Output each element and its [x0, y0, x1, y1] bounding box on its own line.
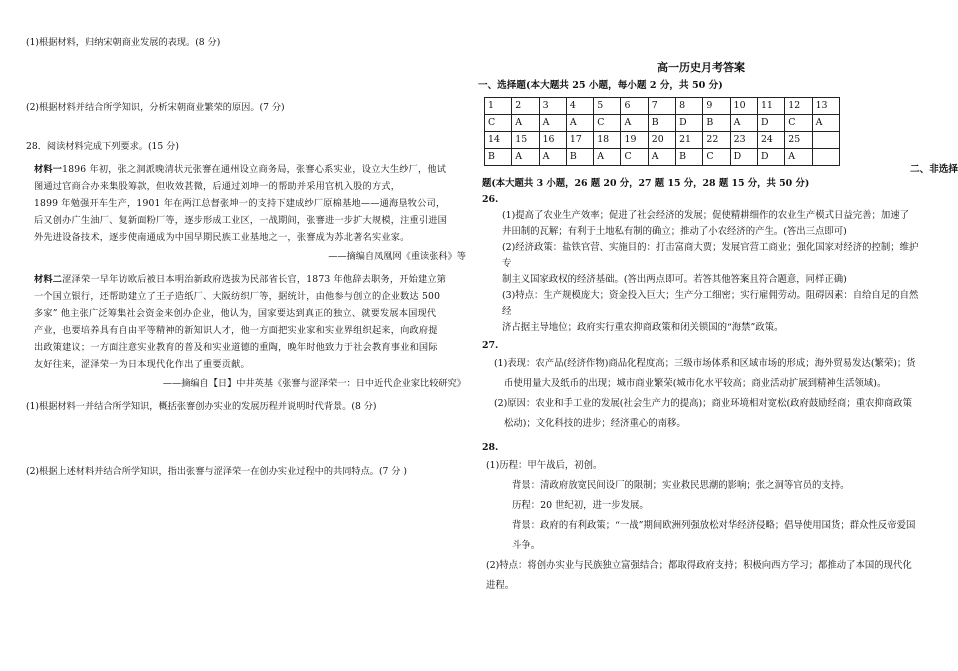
answer-26-line: (1)提高了农业生产效率；促进了社会经济的发展；促使精耕细作的农业生产模式日益完善；加速了	[502, 210, 910, 221]
answer-27-line: (2)原因：农业和手工业的发展(社会生产力的提高)；商业环境相对宽松(政府鼓励经商；重农抑商政策	[494, 398, 913, 409]
answer-table-row	[485, 132, 840, 149]
answer-table-cell: 3	[539, 98, 566, 115]
answer-table-cell	[812, 132, 839, 149]
answer-26-line: (2)经济政策：盐铁官营、实施目的：打击富商大贾；发展官营工商业；强化国家对经济的控制；维护专	[502, 242, 919, 269]
material-1	[26, 161, 466, 392]
material-1-label: 材料一	[34, 164, 63, 175]
answer-table-cell: A	[539, 149, 566, 166]
answer-table-cell: B	[703, 115, 730, 132]
answer-column	[478, 60, 958, 596]
question-28-part-2: (2)根据上述材料并结合所学知识，指出张謇与涩泽荣一在创办实业过程中的共同特点。(7 分 )	[26, 466, 407, 477]
answer-table-cell: A	[594, 149, 621, 166]
answer-26-line: 制主义国家政权的经济基础。(答出两点即可。若答其他答案且符合题意，同样正确)	[502, 274, 847, 285]
question-28-heading: 28．阅读材料完成下列要求。(15 分)	[26, 141, 179, 152]
answer-table-cell	[812, 149, 839, 166]
answer-table-row	[485, 98, 840, 115]
material-1-line: 后又创办广生油厂、复新面粉厂等，逐步形成工业区，一战期间，张謇进一步扩大规模，注重引进国	[34, 215, 448, 226]
material-1-line: 外先进设备技术，逐步使南通成为中国早期民族工业基地之一，张謇成为苏北著名实业家。	[34, 232, 410, 243]
answer-table-cell: A	[648, 149, 675, 166]
answer-28	[478, 456, 924, 596]
answer-table-cell: B	[485, 149, 512, 166]
material-1-source: ——摘编自凤凰网《重读张科》等	[328, 251, 466, 262]
answer-28-line: 背景：政府的有利政策；“一战”期间欧洲列强放松对华经济侵略；倡导使用国货；群众性反帝爱国	[512, 520, 916, 531]
answer-table-cell: D	[730, 149, 757, 166]
answer-table-cell: 25	[785, 132, 812, 149]
answer-table-cell: 9	[703, 98, 730, 115]
answer-27-line: (1)表现：农产品(经济作物)商品化程度高；三级市场体系和区域市场的形成；海外贸易发达(繁荣)；货	[494, 358, 916, 369]
answer-table-cell: A	[812, 115, 839, 132]
answer-table-cell: C	[485, 115, 512, 132]
answer-table-cell: 13	[812, 98, 839, 115]
answer-table-cell: 14	[485, 132, 512, 149]
answer-table-cell: 11	[757, 98, 784, 115]
answer-table-cell: B	[676, 149, 703, 166]
answer-table-cell: A	[512, 115, 539, 132]
question-27-part-1: (1)根据材料，归纳宋朝商业发展的表现。(8 分)	[26, 37, 221, 48]
answer-table-cell: C	[703, 149, 730, 166]
answer-28-number: 28.	[482, 442, 499, 453]
question-27-part-2: (2)根据材料并结合所学知识，分析宋朝商业繁荣的原因。(7 分)	[26, 102, 285, 113]
answer-27	[478, 354, 924, 434]
answer-table-cell: A	[539, 115, 566, 132]
answer-table-cell: A	[566, 115, 593, 132]
answer-table-cell: D	[757, 149, 784, 166]
answer-table-row	[485, 149, 840, 166]
answer-27-line: 松动)；文化科技的进步；经济重心的南移。	[504, 418, 686, 429]
answer-28-line: 进程。	[486, 580, 515, 591]
material-2-line: 一个国立银行，还帮助建立了王子造纸厂、大阪纺织厂等，据统计，由他参与创立的企业数达 500	[34, 291, 441, 302]
answer-table-cell: 17	[566, 132, 593, 149]
section-1-heading: 一、选择题(本大题共 25 小题，每小题 2 分，共 50 分)	[478, 80, 723, 91]
answer-table-cell: 18	[594, 132, 621, 149]
answer-table-cell: 19	[621, 132, 648, 149]
answer-table-cell: A	[785, 149, 812, 166]
answer-26-line: (3)特点：生产规模庞大；资金投入巨大；生产分工细密；实行雇佣劳动。阻碍因素：自给自足的自然经	[502, 290, 919, 317]
answer-table-cell: D	[757, 115, 784, 132]
answer-table-cell: A	[730, 115, 757, 132]
answer-28-line: (1)历程：甲午战后，初创。	[486, 460, 603, 471]
answer-27-number: 27.	[482, 340, 499, 351]
answer-table-cell: 22	[703, 132, 730, 149]
material-2-line: 产业，也要培养具有自由平等精神的新知识人才，他一方面把实业家和实业界组织起来，向政府提	[34, 325, 438, 336]
question-28-part-1: (1)根据材料一并结合所学知识，概括张謇创办实业的发展历程并说明时代背景。(8 分)	[26, 401, 377, 412]
answer-table-cell: B	[566, 149, 593, 166]
answer-table-cell: 21	[676, 132, 703, 149]
answer-table-cell: 1	[485, 98, 512, 115]
answer-table-cell: A	[512, 149, 539, 166]
answer-28-line: 背景：清政府放宽民间设厂的限制；实业救民思潮的影响；张之洞等官员的支持。	[512, 480, 850, 491]
left-column	[26, 34, 466, 480]
answer-table-cell: 7	[648, 98, 675, 115]
material-2-line: 出政策建议；一方面注意实业教育的普及和实业道德的重陶，晚年时他致力于社会教育事业和国际	[34, 342, 438, 353]
material-1-line: 图通过官商合办来集股筹款，但收效甚微，后通过刘坤一的帮助并采用官机入股的方式，	[34, 181, 401, 192]
answer-table-cell: D	[676, 115, 703, 132]
answer-28-line: (2)特点：将创办实业与民族独立富强结合；都取得政府支持；积极向西方学习；都推动了本国的现代化	[486, 560, 912, 571]
answer-table-cell: 4	[566, 98, 593, 115]
answer-table-cell: 10	[730, 98, 757, 115]
answer-26	[478, 208, 924, 336]
answer-table-cell: B	[648, 115, 675, 132]
answer-table-cell: 5	[594, 98, 621, 115]
answer-26-line: 济占据主导地位；政府实行重农抑商政策和闭关锁国的“海禁”政策。	[502, 322, 784, 333]
answer-table	[484, 97, 840, 166]
material-2-source: ——摘编自【日】中井英基《张謇与涩泽荣一：日中近代企业家比较研究》	[162, 378, 466, 389]
answer-table-cell: 12	[785, 98, 812, 115]
answer-table-cell: 15	[512, 132, 539, 149]
answer-table-cell: 2	[512, 98, 539, 115]
section-2-heading	[478, 164, 958, 192]
answer-28-line: 历程：20 世纪初，进一步发展。	[512, 500, 649, 511]
material-2-line: 友好往来，涩泽荣一为日本现代化作出了重要贡献。	[34, 359, 250, 370]
answer-27-line: 币使用量大及纸币的出现；城市商业繁荣(城市化水平较高；商业活动扩展到精神生活领域)。	[504, 378, 887, 389]
answer-table-cell: 23	[730, 132, 757, 149]
answer-28-line: 斗争。	[512, 540, 541, 551]
answer-table-cell: 16	[539, 132, 566, 149]
answer-table-cell: 8	[676, 98, 703, 115]
material-2-line: 多家” 他主张广泛筹集社会资金来创办企业，他认为，国家要达到真正的独立、就要发展本国现代	[34, 308, 437, 319]
answer-table-cell: 6	[621, 98, 648, 115]
answer-26-line: 井田制的瓦解；有利于土地私有制的确立；推动了小农经济的产生。(答出三点即可)	[502, 226, 847, 237]
answer-table-row	[485, 115, 840, 132]
material-2-line: 涩泽荣一早年访欧后被日本明治新政府选拔为民部省长官，1873 年他辞去职务，开始建立第	[62, 274, 447, 285]
material-2-label: 材料二	[34, 274, 63, 285]
answer-table-cell: C	[785, 115, 812, 132]
answer-table-cell: 20	[648, 132, 675, 149]
section-2-heading-start: 二、非选择	[910, 164, 958, 175]
answer-26-number: 26.	[482, 194, 499, 205]
material-1-line: 1896 年初，张之洞派晚清状元张謇在通州设立商务局，张謇心系实业，设立大生纱厂，他试	[62, 164, 447, 175]
answer-table-cell: 24	[757, 132, 784, 149]
material-1-line: 1899 年勉强开车生产，1901 年在两江总督张坤一的支持下建成纱厂原棉基地——通海垦牧公司，	[34, 198, 446, 209]
answer-table-cell: C	[621, 149, 648, 166]
section-2-heading-rest: 题(本大题共 3 小题，26 题 20 分，27 题 15 分，28 题 15 分，共 50 分)	[482, 178, 810, 189]
answer-table-cell: C	[594, 115, 621, 132]
answer-title: 高一历史月考答案	[657, 61, 745, 74]
answer-table-cell: A	[621, 115, 648, 132]
